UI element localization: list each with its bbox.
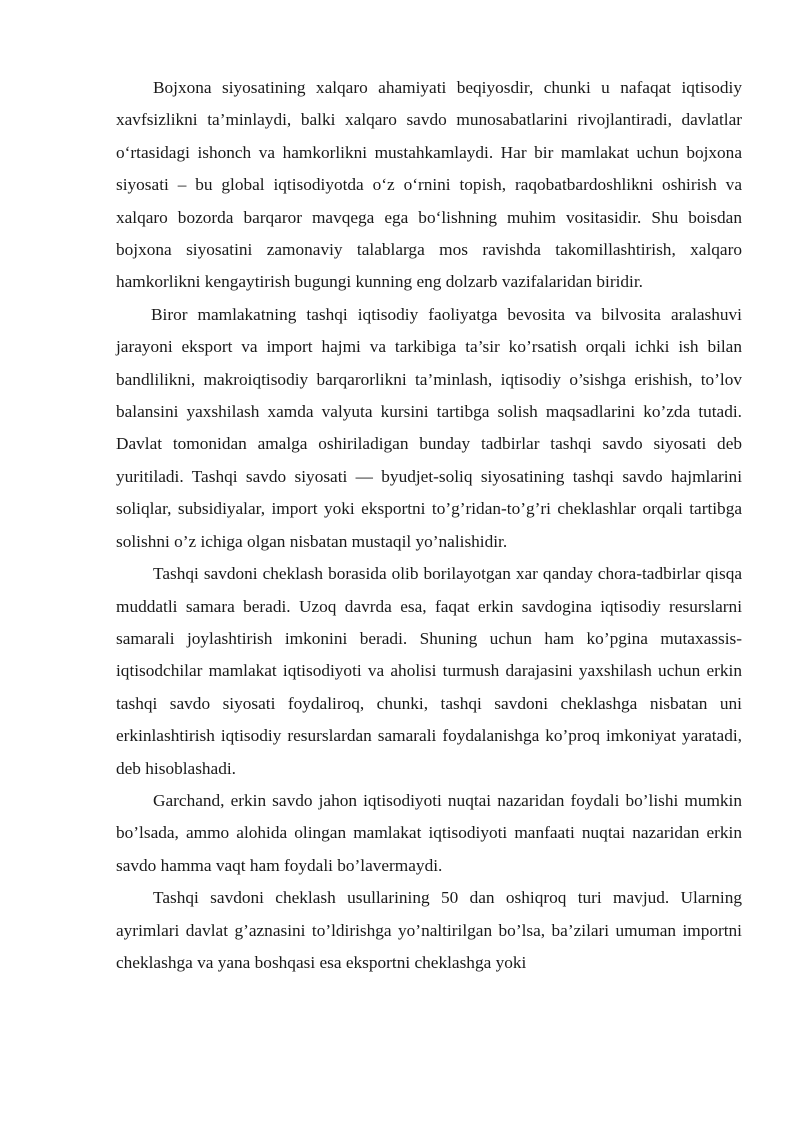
document-body [116,72,742,979]
paragraph-2: Biror mamlakatning tashqi iqtisodiy faoliyatga bevosita va bilvosita aralashuvi jarayoni eksport va import hajmi va tarkibiga ta’sir ko’rsatish orqali ichki ish bilan bandlilikni, makroiqtisodiy barqarorlikni ta’minlash, iqtisodiy o’sishga erishish, to’lov balansini yaxshilash xamda valyuta kursini tartibga solish maqsadlarini ko’zda tutadi. Davlat tomonidan amalga oshiriladigan bunday tadbirlar tashqi savdo siyosati deb yuritiladi. Tashqi savdo siyosati — byudjet-soliq siyosatining tashqi savdo hajmlarini soliqlar, subsidiyalar, import yoki eksportni to’g’ridan-to’g’ri cheklashlar orqali tartibga solishni o’z ichiga olgan nisbatan mustaqil yo’nalishidir. [116,304,742,551]
paragraph-1: Bojxona siyosatining xalqaro ahamiyati beqiyosdir, chunki u nafaqat iqtisodiy xavfsizlikni ta’minlaydi, balki xalqaro savdo munosabatlarini rivojlantiradi, davlatlar o‘rtasidagi ishonch va hamkorlikni mustahkamlaydi. Har bir mamlakat uchun bojxona siyosati – bu global iqtisodiyotda o‘z o‘rnini topish, raqobatbardoshlikni oshirish va xalqaro bozorda barqaror mavqega ega bo‘lishning muhim vositasidir. Shu boisdan bojxona siyosatini zamonaviy talablarga mos ravishda takomillashtirish, xalqaro hamkorlikni kengaytirish bugungi kunning eng dolzarb vazifalaridan biridir. [116,78,742,292]
paragraph-5: Tashqi savdoni cheklash usullarining 50 dan oshiqroq turi mavjud. Ularning ayrimlari davlat g’aznasini to’ldirishga yo’naltirilgan bo’lsa, ba’zilari umuman importni cheklashga va yana boshqasi esa eksportni cheklashga yoki [116,888,742,972]
paragraph-4: Garchand, erkin savdo jahon iqtisodiyoti nuqtai nazaridan foydali bo’lishi mumkin bo’lsada, ammo alohida olingan mamlakat iqtisodiyoti manfaati nuqtai nazaridan erkin savdo hamma vaqt ham foydali bo’lavermaydi. [116,790,742,875]
paragraph-3: Tashqi savdoni cheklash borasida olib borilayotgan xar qanday chora-tadbirlar qisqa muddatli samara beradi. Uzoq davrda esa, faqat erkin savdogina iqtisodiy resurslarni samarali joylashtirish imkonini beradi. Shuning uchun ham ko’pgina mutaxassis-iqtisodchilar mamlakat iqtisodiyoti va aholisi turmush darajasini yaxshilash uchun erkin tashqi savdo siyosati foydaliroq, chunki, tashqi savdoni cheklashga nisbatan uni erkinlashtirish iqtisodiy resurslardan samarali foydalanishga ko’proq imkoniyat yaratadi, deb hisoblashadi. [116,564,742,778]
